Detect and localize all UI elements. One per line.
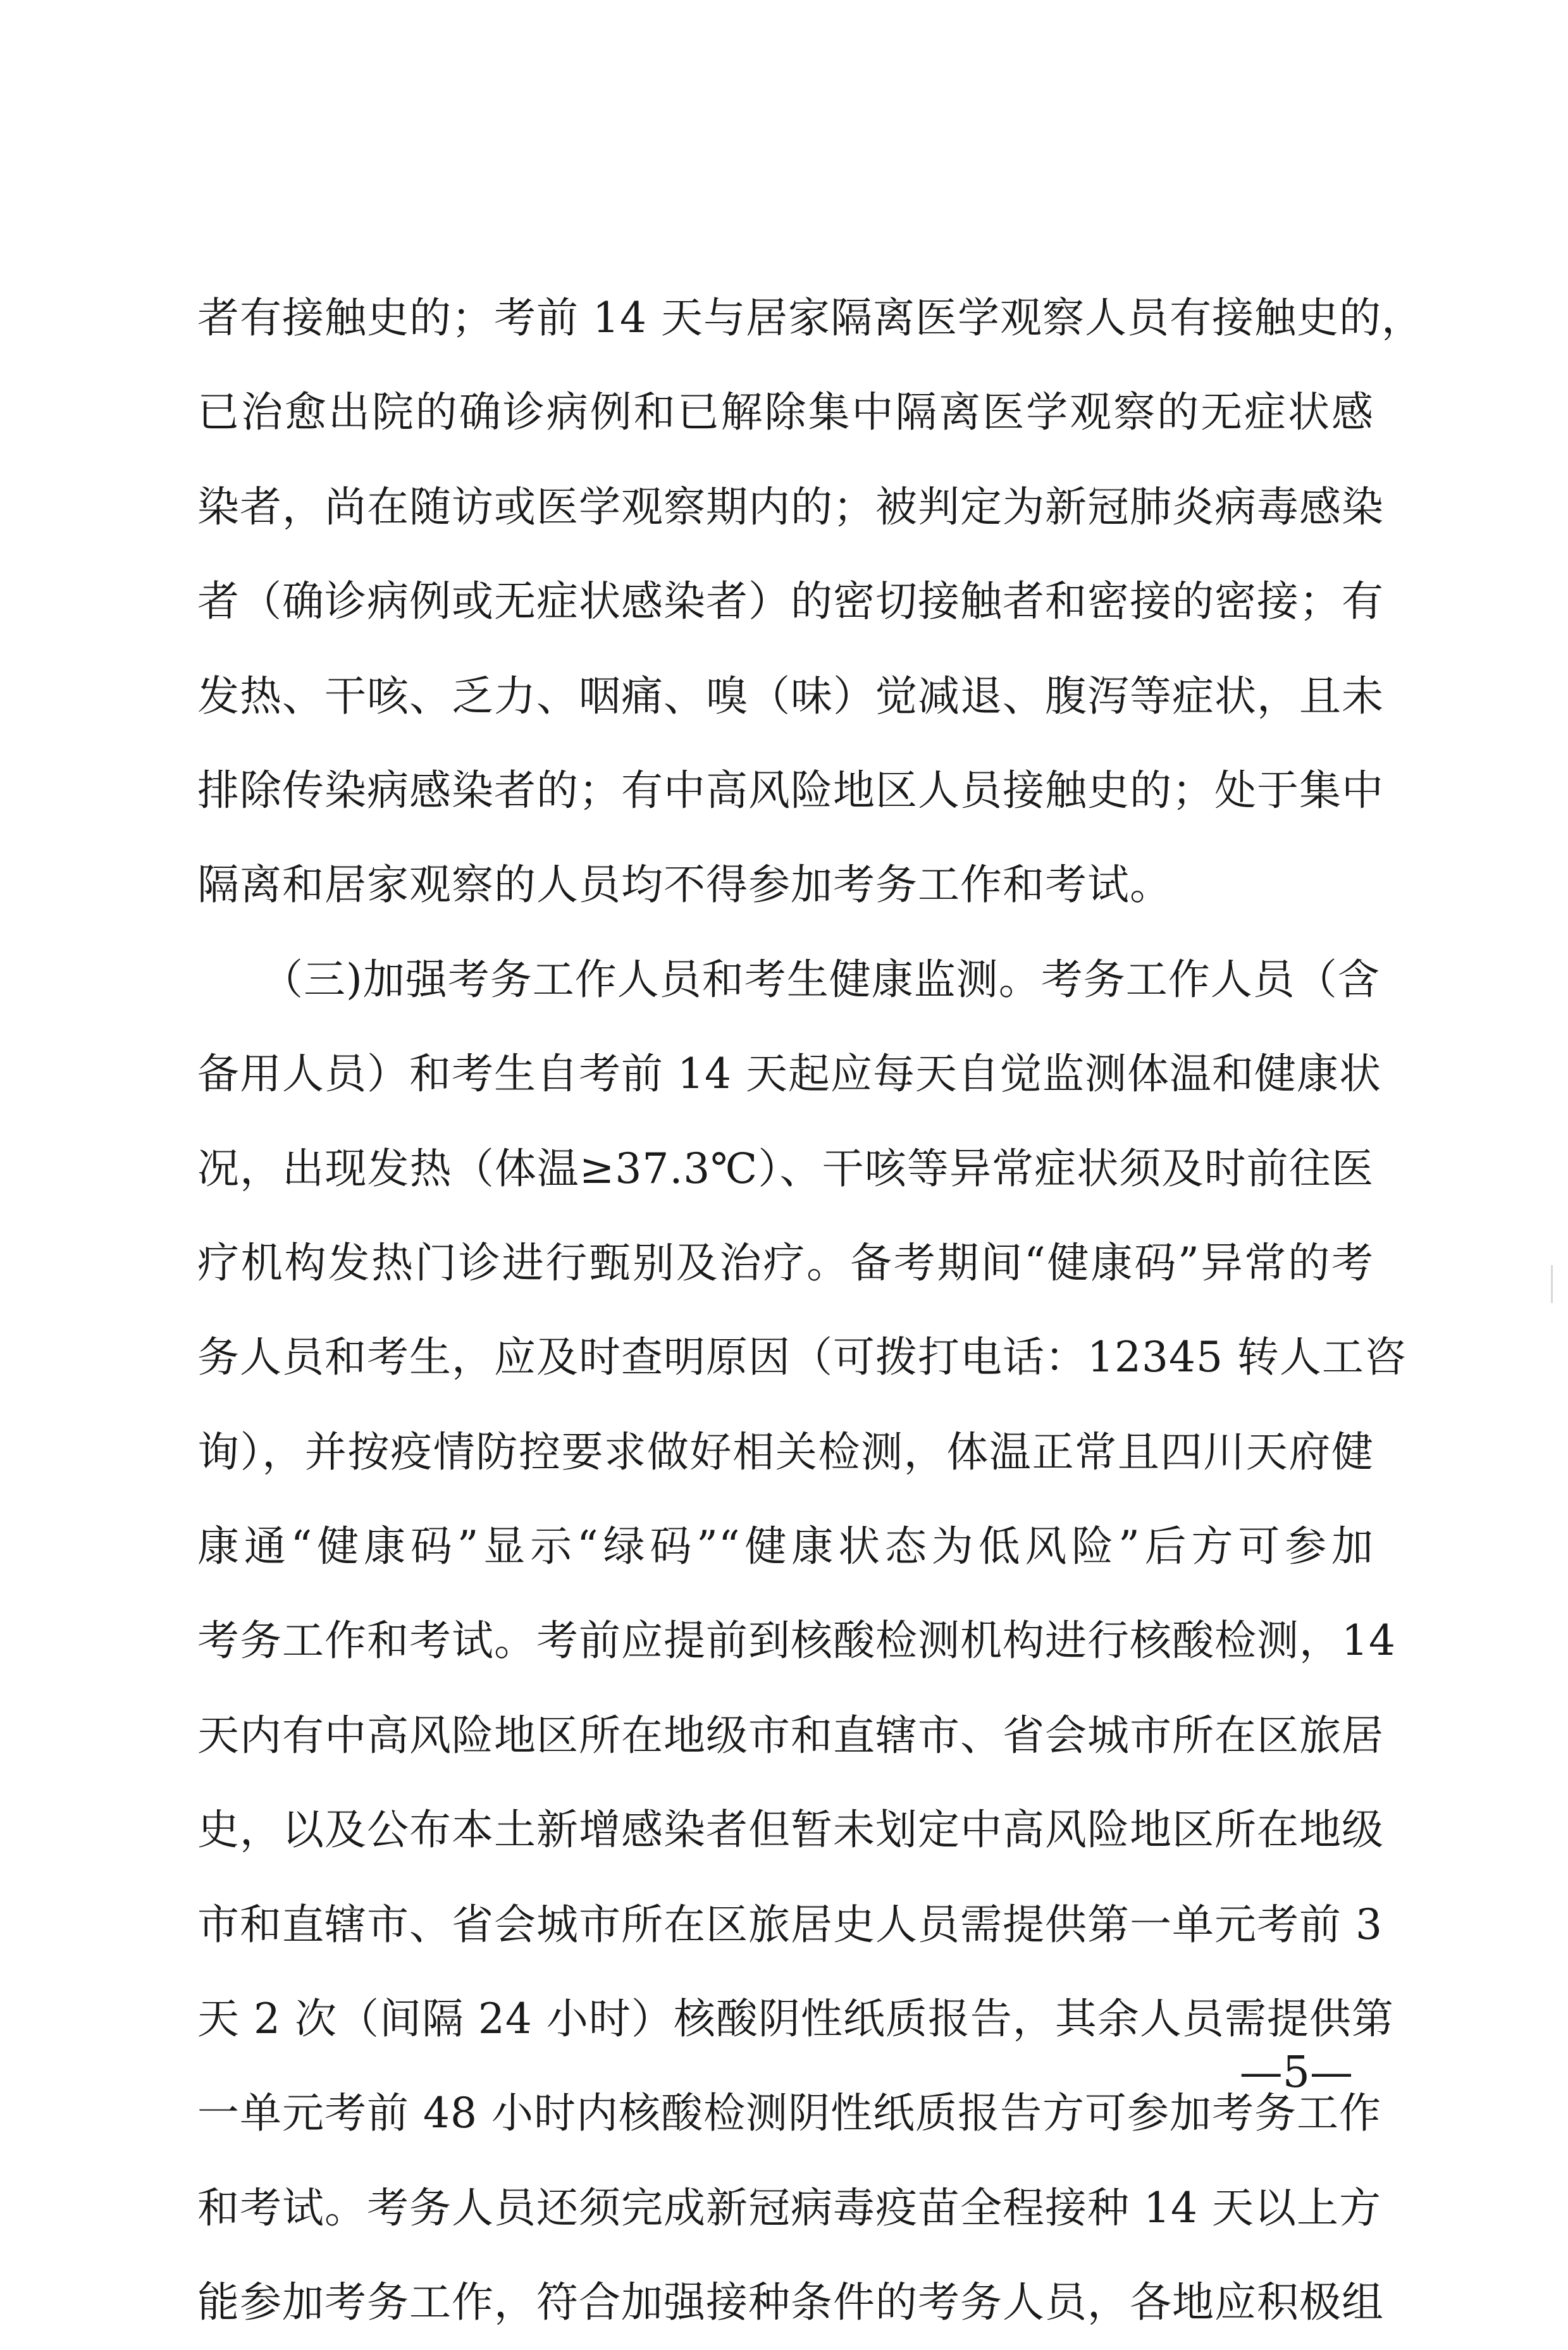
page-number: —5—: [1239, 2048, 1353, 2098]
text-line: 发热、干咳、乏力、咽痛、嗅（味）觉减退、腹泻等症状，且未: [197, 671, 1384, 720]
text-line: 染者，尚在随访或医学观察期内的；被判定为新冠肺炎病毒感染: [197, 482, 1384, 531]
text-line: 疗机构发热门诊进行甄别及治疗。备考期间“健康码”异常的考: [197, 1238, 1374, 1287]
text-line: 排除传染病感染者的；有中高风险地区人员接触史的；处于集中: [197, 765, 1384, 815]
text-line: 询），并按疫情防控要求做好相关检测，体温正常且四川天府健: [197, 1427, 1374, 1476]
text-line: 者（确诊病例或无症状感染者）的密切接触者和密接的密接；有: [197, 577, 1384, 626]
text-line: 康通“健康码”显示“绿码”“健康状态为低风险”后方可参加: [197, 1522, 1374, 1571]
scan-binding-mark: [1551, 1265, 1553, 1303]
text-line-paragraph-end: 隔离和居家观察的人员均不得参加考务工作和考试。: [197, 860, 1172, 910]
body-text: [197, 271, 1424, 2350]
text-line: 已治愈出院的确诊病例和已解除集中隔离医学观察的无症状感: [197, 388, 1374, 437]
text-line: 者有接触史的；考前 14 天与居家隔离医学观察人员有接触史的，: [197, 294, 1424, 342]
text-line: 务人员和考生，应及时查明原因（可拨打电话：12345 转人工咨: [197, 1333, 1407, 1382]
text-line: 和考试。考务人员还须完成新冠病毒疫苗全程接种 14 天以上方: [197, 2183, 1381, 2232]
text-line: 天 2 次（间隔 24 小时）核酸阴性纸质报告，其余人员需提供第: [197, 1994, 1394, 2044]
text-line: 一单元考前 48 小时内核酸检测阴性纸质报告方可参加考务工作: [197, 2089, 1381, 2138]
text-line: 况，出现发热（体温≥37.3℃）、干咳等异常症状须及时前往医: [197, 1144, 1374, 1193]
text-line: 备用人员）和考生自考前 14 天起应每天自觉监测体温和健康状: [197, 1049, 1381, 1099]
text-line: 能参加考务工作，符合加强接种条件的考务人员，各地应积极组: [197, 2278, 1384, 2327]
text-line: 市和直辖市、省会城市所在区旅居史人员需提供第一单元考前 3: [197, 1900, 1383, 1949]
text-line: 考务工作和考试。考前应提前到核酸检测机构进行核酸检测，14: [197, 1616, 1396, 1666]
text-line-section-heading: （三)加强考务工作人员和考生健康监测。考务工作人员（含: [197, 955, 1380, 1004]
text-line: 天内有中高风险地区所在地级市和直辖市、省会城市所在区旅居: [197, 1710, 1384, 1760]
text-line: 史，以及公布本土新增感染者但暂未划定中高风险地区所在地级: [197, 1805, 1384, 1855]
